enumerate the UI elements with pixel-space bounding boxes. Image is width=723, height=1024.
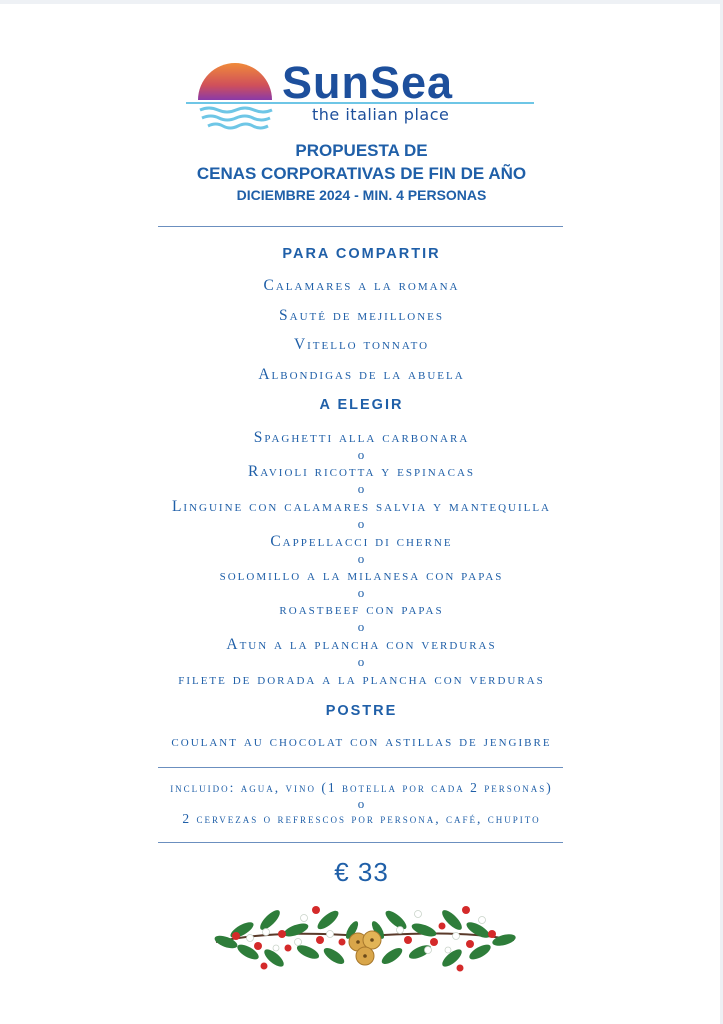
or-separator: o bbox=[357, 481, 366, 496]
menu-item: Atun a la plancha con verduras bbox=[226, 636, 497, 653]
included-line-1: incluido: agua, vino (1 botella por cada 2 personas) bbox=[170, 780, 553, 795]
menu-item: Linguine con calamares salvia y mantequilla bbox=[171, 498, 552, 515]
page-top-edge bbox=[0, 0, 723, 4]
menu-item: roastbeef con papas bbox=[279, 601, 444, 618]
menu-item: Spaghetti alla carbonara bbox=[253, 429, 470, 446]
header-line-3: DICIEMBRE 2024 - MIN. 4 PERSONAS bbox=[236, 187, 487, 203]
christmas-garland-icon bbox=[212, 890, 518, 982]
or-separator: o bbox=[357, 619, 366, 634]
divider bbox=[158, 767, 563, 768]
price: € 33 bbox=[334, 857, 389, 887]
or-separator: o bbox=[357, 447, 366, 462]
section-title-share: PARA COMPARTIR bbox=[282, 246, 441, 262]
divider bbox=[158, 226, 563, 227]
or-separator: o bbox=[357, 796, 366, 811]
menu-item: filete de dorada a la plancha con verduras bbox=[178, 671, 545, 688]
section-title-dessert: POSTRE bbox=[325, 703, 398, 719]
divider bbox=[158, 842, 563, 843]
section-title-choose: A ELEGIR bbox=[319, 397, 404, 413]
menu-item: Ravioli ricotta y espinacas bbox=[247, 463, 476, 480]
menu-item: Calamares a la romana bbox=[263, 277, 460, 294]
sunsea-logo bbox=[186, 58, 536, 133]
menu-item: solomillo a la milanesa con papas bbox=[219, 567, 504, 584]
menu-item: Sauté de mejillones bbox=[279, 307, 444, 324]
header-line-1: PROPUESTA DE bbox=[295, 141, 428, 160]
menu-item: Vitello tonnato bbox=[293, 336, 430, 353]
or-separator: o bbox=[357, 654, 366, 669]
or-separator: o bbox=[357, 516, 366, 531]
brand-name: SunSea bbox=[282, 57, 454, 108]
or-separator: o bbox=[357, 551, 366, 566]
menu-item: Albondigas de la abuela bbox=[258, 366, 465, 383]
included-line-2: 2 cervezas o refrescos por persona, café, chupito bbox=[182, 811, 541, 826]
header-line-2: CENAS CORPORATIVAS DE FIN DE AÑO bbox=[196, 164, 527, 183]
brand-tagline: the italian place bbox=[312, 105, 450, 124]
menu-item: coulant au chocolat con astillas de jengibre bbox=[171, 733, 552, 750]
menu-item: Cappellacci di cherne bbox=[270, 533, 453, 550]
or-separator: o bbox=[357, 585, 366, 600]
